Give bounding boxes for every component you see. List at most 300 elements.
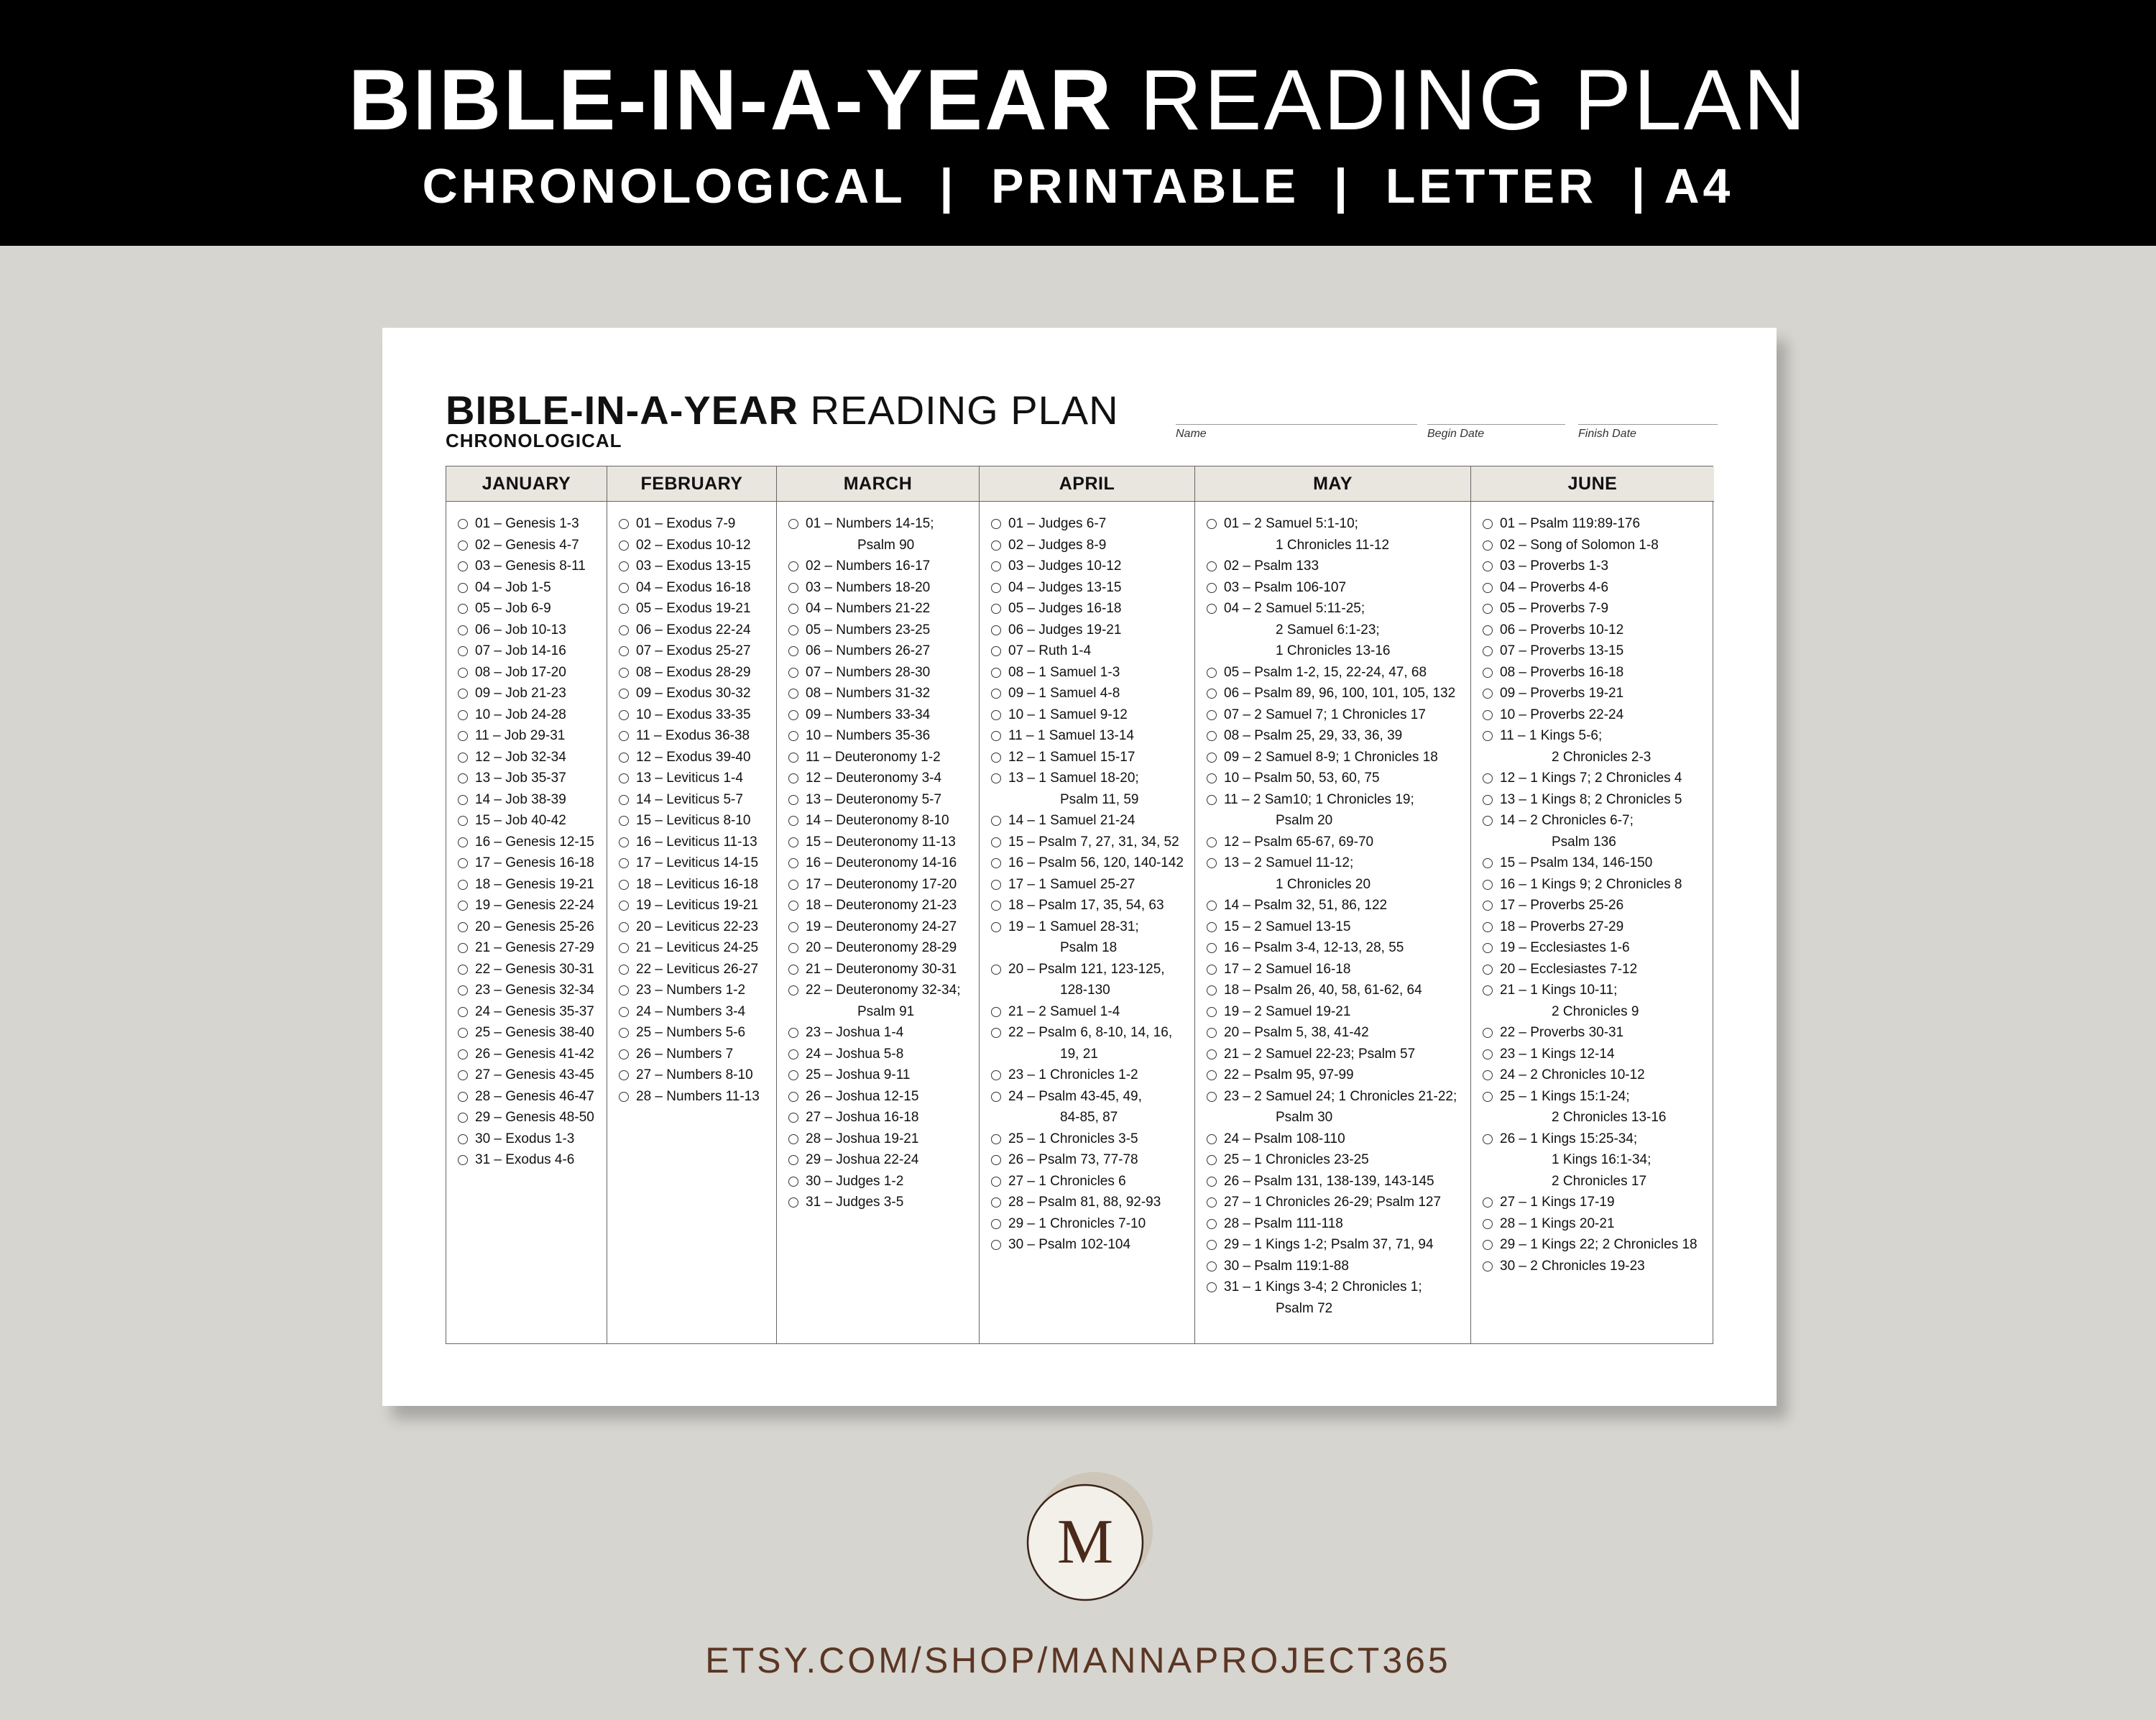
checkbox-circle-icon[interactable] (1483, 795, 1493, 805)
reading-entry (788, 852, 979, 874)
checkbox-circle-icon[interactable] (788, 943, 798, 953)
checkbox-circle-icon[interactable] (991, 1028, 1001, 1038)
checkbox-circle-icon[interactable] (788, 561, 798, 571)
reading-entry (619, 852, 776, 874)
checkbox-circle-icon[interactable] (619, 689, 629, 699)
entry-text-continued: 1 Chronicles 11-12 (1276, 537, 1390, 553)
entry-text: 06 – Job 10-13 (475, 622, 566, 638)
checkbox-circle-icon[interactable] (1483, 880, 1493, 890)
checkbox-circle-icon[interactable] (991, 837, 1001, 847)
checkbox-circle-icon[interactable] (1207, 1155, 1217, 1165)
checkbox-circle-icon[interactable] (991, 1240, 1001, 1250)
checkbox-circle-icon[interactable] (1207, 583, 1217, 593)
checkbox-circle-icon[interactable] (619, 561, 629, 571)
checkbox-circle-icon[interactable] (1207, 689, 1217, 699)
checkbox-circle-icon[interactable] (1207, 773, 1217, 783)
checkbox-circle-icon[interactable] (1207, 710, 1217, 720)
checkbox-circle-icon[interactable] (1207, 901, 1217, 911)
entry-text: 04 – Exodus 16-18 (636, 579, 751, 595)
reading-entry (458, 895, 607, 916)
entry-text: 21 – Leviticus 24-25 (636, 940, 759, 955)
reading-entry (1207, 1213, 1470, 1235)
checkbox-circle-icon[interactable] (458, 583, 468, 593)
checkbox-circle-icon[interactable] (458, 1070, 468, 1080)
entry-text: 21 – 2 Samuel 22-23; Psalm 57 (1224, 1046, 1416, 1062)
checkbox-circle-icon[interactable] (458, 561, 468, 571)
checkbox-circle-icon[interactable] (991, 519, 1001, 529)
checkbox-circle-icon[interactable] (1483, 561, 1493, 571)
checkbox-circle-icon[interactable] (1483, 1092, 1493, 1102)
checkbox-circle-icon[interactable] (991, 901, 1001, 911)
checkbox-circle-icon[interactable] (788, 1134, 798, 1144)
checkbox-circle-icon[interactable] (788, 519, 798, 529)
checkbox-circle-icon[interactable] (991, 689, 1001, 699)
checkbox-circle-icon[interactable] (458, 519, 468, 529)
checkbox-circle-icon[interactable] (458, 646, 468, 656)
checkbox-circle-icon[interactable] (788, 1113, 798, 1123)
entry-text: 07 – Proverbs 13-15 (1500, 643, 1624, 658)
name-field[interactable]: Name (1176, 424, 1417, 441)
entries-list (446, 502, 607, 1171)
checkbox-circle-icon[interactable] (991, 668, 1001, 678)
checkbox-circle-icon[interactable] (458, 922, 468, 932)
entry-text: 15 – Leviticus 8-10 (636, 813, 751, 828)
entry-text: 26 – Genesis 41-42 (475, 1046, 594, 1062)
checkbox-circle-icon[interactable] (1483, 625, 1493, 635)
checkbox-circle-icon[interactable] (1207, 561, 1217, 571)
checkbox-circle-icon[interactable] (788, 1155, 798, 1165)
checkbox-circle-icon[interactable] (458, 943, 468, 953)
entry-text: 07 – Exodus 25-27 (636, 643, 751, 658)
checkbox-circle-icon[interactable] (788, 753, 798, 763)
checkbox-circle-icon[interactable] (991, 541, 1001, 551)
reading-entry (619, 556, 776, 577)
checkbox-circle-icon[interactable] (458, 795, 468, 805)
entry-text: 27 – Numbers 8-10 (636, 1067, 753, 1082)
entry-text: 29 – 1 Chronicles 7-10 (1008, 1215, 1146, 1231)
checkbox-circle-icon[interactable] (1483, 858, 1493, 868)
checkbox-circle-icon[interactable] (1207, 1007, 1217, 1017)
entry-text: 06 – Exodus 22-24 (636, 622, 751, 638)
checkbox-circle-icon[interactable] (788, 1070, 798, 1080)
entry-text: 11 – Deuteronomy 1-2 (806, 749, 941, 765)
checkbox-circle-icon[interactable] (458, 985, 468, 995)
checkbox-circle-icon[interactable] (619, 1092, 629, 1102)
checkbox-circle-icon[interactable] (788, 837, 798, 847)
reading-entry (788, 1171, 979, 1192)
checkbox-circle-icon[interactable] (788, 773, 798, 783)
checkbox-circle-icon[interactable] (619, 965, 629, 975)
checkbox-circle-icon[interactable] (788, 668, 798, 678)
finish-date-field[interactable]: Finish Date (1578, 424, 1718, 441)
reading-entry (1207, 789, 1470, 832)
checkbox-circle-icon[interactable] (1483, 604, 1493, 614)
checkbox-circle-icon[interactable] (1483, 901, 1493, 911)
checkbox-circle-icon[interactable] (458, 604, 468, 614)
checkbox-circle-icon[interactable] (1483, 710, 1493, 720)
entry-text: 04 – Numbers 21-22 (806, 601, 931, 616)
checkbox-circle-icon[interactable] (1483, 689, 1493, 699)
checkbox-circle-icon[interactable] (458, 858, 468, 868)
checkbox-circle-icon[interactable] (619, 901, 629, 911)
checkbox-circle-icon[interactable] (619, 625, 629, 635)
reading-entry (1207, 1234, 1470, 1256)
reading-entry (1207, 1064, 1470, 1086)
reading-entry (1483, 768, 1714, 789)
checkbox-circle-icon[interactable] (1207, 1177, 1217, 1187)
checkbox-circle-icon[interactable] (991, 1155, 1001, 1165)
checkbox-circle-icon[interactable] (458, 753, 468, 763)
checkbox-circle-icon[interactable] (619, 1070, 629, 1080)
checkbox-circle-icon[interactable] (788, 1028, 798, 1038)
checkbox-circle-icon[interactable] (458, 541, 468, 551)
checkbox-circle-icon[interactable] (619, 773, 629, 783)
sheet-subtitle: CHRONOLOGICAL (446, 430, 622, 451)
checkbox-circle-icon[interactable] (458, 625, 468, 635)
entry-text: 25 – Genesis 38-40 (475, 1025, 594, 1040)
checkbox-circle-icon[interactable] (1207, 1261, 1217, 1271)
checkbox-circle-icon[interactable] (788, 880, 798, 890)
checkbox-circle-icon[interactable] (458, 1049, 468, 1059)
entry-text: 30 – Exodus 1-3 (475, 1131, 575, 1146)
reading-entry (1483, 683, 1714, 704)
checkbox-circle-icon[interactable] (991, 858, 1001, 868)
entry-text: 07 – Ruth 1-4 (1008, 643, 1092, 658)
checkbox-circle-icon[interactable] (619, 943, 629, 953)
checkbox-circle-icon[interactable] (458, 689, 468, 699)
reading-entry (1207, 1192, 1470, 1213)
checkbox-circle-icon[interactable] (788, 965, 798, 975)
checkbox-circle-icon[interactable] (991, 965, 1001, 975)
checkbox-circle-icon[interactable] (1207, 795, 1217, 805)
reading-entry (788, 725, 979, 747)
reading-entry (458, 1086, 607, 1108)
checkbox-circle-icon[interactable] (1207, 1197, 1217, 1208)
checkbox-circle-icon[interactable] (788, 1049, 798, 1059)
entry-text: 10 – Numbers 35-36 (806, 728, 931, 743)
checkbox-circle-icon[interactable] (1207, 922, 1217, 932)
checkbox-circle-icon[interactable] (991, 816, 1001, 826)
checkbox-circle-icon[interactable] (458, 965, 468, 975)
checkbox-circle-icon[interactable] (1207, 731, 1217, 741)
checkbox-circle-icon[interactable] (991, 604, 1001, 614)
checkbox-circle-icon[interactable] (1207, 519, 1217, 529)
checkbox-circle-icon[interactable] (458, 880, 468, 890)
reading-entry (991, 1234, 1194, 1256)
reading-entry (458, 725, 607, 747)
checkbox-circle-icon[interactable] (1207, 943, 1217, 953)
checkbox-circle-icon[interactable] (619, 1028, 629, 1038)
checkbox-circle-icon[interactable] (1207, 1282, 1217, 1292)
entry-text: 25 – 1 Kings 15:1-24; (1500, 1088, 1630, 1104)
checkbox-circle-icon[interactable] (619, 880, 629, 890)
shop-url[interactable]: ETSY.COM/SHOP/MANNAPROJECT365 (705, 1640, 1451, 1680)
entry-text: 02 – Song of Solomon 1-8 (1500, 537, 1659, 553)
checkbox-circle-icon[interactable] (991, 922, 1001, 932)
checkbox-circle-icon[interactable] (788, 625, 798, 635)
checkbox-circle-icon[interactable] (1483, 519, 1493, 529)
checkbox-circle-icon[interactable] (991, 1134, 1001, 1144)
checkbox-circle-icon[interactable] (991, 646, 1001, 656)
entry-text: 02 – Numbers 16-17 (806, 558, 931, 574)
checkbox-circle-icon[interactable] (1207, 1028, 1217, 1038)
entry-text: 22 – Leviticus 26-27 (636, 961, 759, 977)
reading-entry (458, 1149, 607, 1171)
reading-entry (788, 874, 979, 896)
entry-text: 31 – Judges 3-5 (806, 1195, 904, 1210)
entry-text: 04 – Judges 13-15 (1008, 579, 1122, 595)
checkbox-circle-icon[interactable] (619, 541, 629, 551)
checkbox-circle-icon[interactable] (991, 731, 1001, 741)
entry-text-continued: 1 Chronicles 20 (1276, 876, 1371, 892)
checkbox-circle-icon[interactable] (1207, 753, 1217, 763)
checkbox-circle-icon[interactable] (788, 1092, 798, 1102)
entry-text-continued: 2 Samuel 6:1-23; (1276, 622, 1380, 638)
reading-entry (788, 662, 979, 684)
checkbox-circle-icon[interactable] (991, 710, 1001, 720)
checkbox-circle-icon[interactable] (619, 858, 629, 868)
checkbox-circle-icon[interactable] (619, 1049, 629, 1059)
entry-text: 05 – Psalm 1-2, 15, 22-24, 47, 68 (1224, 664, 1427, 680)
checkbox-circle-icon[interactable] (619, 710, 629, 720)
checkbox-circle-icon[interactable] (1483, 668, 1493, 678)
checkbox-circle-icon[interactable] (458, 1028, 468, 1038)
checkbox-circle-icon[interactable] (458, 1092, 468, 1102)
checkbox-circle-icon[interactable] (788, 1197, 798, 1208)
checkbox-circle-icon[interactable] (458, 1134, 468, 1144)
entry-text: 23 – Numbers 1-2 (636, 983, 746, 998)
checkbox-circle-icon[interactable] (458, 710, 468, 720)
entry-text: 03 – Numbers 18-20 (806, 579, 931, 595)
checkbox-circle-icon[interactable] (1483, 1049, 1493, 1059)
checkbox-circle-icon[interactable] (1483, 816, 1493, 826)
entry-text: 12 – Psalm 65-67, 69-70 (1224, 834, 1374, 850)
reading-entry (1207, 768, 1470, 789)
checkbox-circle-icon[interactable] (1207, 668, 1217, 678)
checkbox-circle-icon[interactable] (991, 1197, 1001, 1208)
checkbox-circle-icon[interactable] (458, 773, 468, 783)
checkbox-circle-icon[interactable] (991, 561, 1001, 571)
entry-text: 27 – Joshua 16-18 (806, 1110, 919, 1125)
reading-entry (788, 959, 979, 980)
checkbox-circle-icon[interactable] (991, 1070, 1001, 1080)
checkbox-circle-icon[interactable] (991, 1219, 1001, 1229)
checkbox-circle-icon[interactable] (991, 1092, 1001, 1102)
entry-text: 05 – Proverbs 7-9 (1500, 601, 1609, 616)
checkbox-circle-icon[interactable] (1483, 583, 1493, 593)
checkbox-circle-icon[interactable] (788, 858, 798, 868)
reading-entry (619, 1001, 776, 1023)
entry-text: 20 – Psalm 121, 123-125, (1008, 961, 1165, 977)
entry-text: 19 – 1 Samuel 28-31; (1008, 919, 1139, 934)
checkbox-circle-icon[interactable] (1207, 965, 1217, 975)
reading-entry (458, 1001, 607, 1023)
checkbox-circle-icon[interactable] (1207, 1049, 1217, 1059)
checkbox-circle-icon[interactable] (1483, 1070, 1493, 1080)
checkbox-circle-icon[interactable] (991, 773, 1001, 783)
reading-entry (991, 768, 1194, 810)
reading-entry (1483, 513, 1714, 535)
reading-entry (788, 1128, 979, 1150)
entry-text: 09 – Job 21-23 (475, 686, 566, 701)
entry-text: 12 – 1 Kings 7; 2 Chronicles 4 (1500, 771, 1682, 786)
entry-text: 03 – Psalm 106-107 (1224, 579, 1347, 595)
entry-text: 15 – Psalm 7, 27, 31, 34, 52 (1008, 834, 1179, 850)
checkbox-circle-icon[interactable] (619, 668, 629, 678)
reading-entry (619, 916, 776, 938)
entry-text: 10 – 1 Samuel 9-12 (1008, 707, 1128, 722)
checkbox-circle-icon[interactable] (788, 795, 798, 805)
entry-text: 21 – Deuteronomy 30-31 (806, 961, 957, 977)
entry-text: 31 – Exodus 4-6 (475, 1152, 575, 1167)
entry-text: 20 – Genesis 25-26 (475, 919, 594, 934)
reading-entry (788, 916, 979, 938)
checkbox-circle-icon[interactable] (1207, 1092, 1217, 1102)
checkbox-circle-icon[interactable] (1207, 1070, 1217, 1080)
checkbox-circle-icon[interactable] (788, 1177, 798, 1187)
checkbox-circle-icon[interactable] (619, 837, 629, 847)
checkbox-circle-icon[interactable] (458, 901, 468, 911)
entry-text: 08 – 1 Samuel 1-3 (1008, 664, 1120, 680)
checkbox-circle-icon[interactable] (619, 795, 629, 805)
checkbox-circle-icon[interactable] (1483, 1028, 1493, 1038)
reading-entry (788, 1044, 979, 1065)
checkbox-circle-icon[interactable] (991, 753, 1001, 763)
reading-entry (458, 916, 607, 938)
checkbox-circle-icon[interactable] (619, 922, 629, 932)
checkbox-circle-icon[interactable] (788, 816, 798, 826)
entry-text-continued: Psalm 72 (1276, 1300, 1333, 1316)
checkbox-circle-icon[interactable] (788, 604, 798, 614)
begin-date-field[interactable]: Begin Date (1427, 424, 1565, 441)
checkbox-circle-icon[interactable] (1483, 1240, 1493, 1250)
entry-text: 18 – Genesis 19-21 (475, 876, 594, 892)
entry-text-continued: Psalm 20 (1276, 813, 1333, 828)
entry-text-continued: 19, 21 (1060, 1046, 1098, 1062)
reading-entry (1207, 895, 1470, 916)
reading-entry (788, 768, 979, 789)
reading-entry (1483, 662, 1714, 684)
checkbox-circle-icon[interactable] (1207, 1219, 1217, 1229)
checkbox-circle-icon[interactable] (1207, 1134, 1217, 1144)
checkbox-circle-icon[interactable] (788, 922, 798, 932)
checkbox-circle-icon[interactable] (1483, 1219, 1493, 1229)
checkbox-circle-icon[interactable] (1207, 837, 1217, 847)
entry-text: 21 – 1 Kings 10-11; (1500, 983, 1618, 998)
checkbox-circle-icon[interactable] (1483, 922, 1493, 932)
checkbox-circle-icon[interactable] (458, 1113, 468, 1123)
entry-text-continued: Psalm 30 (1276, 1110, 1333, 1125)
entry-text: 19 – Deuteronomy 24-27 (806, 919, 957, 934)
checkbox-circle-icon[interactable] (1207, 858, 1217, 868)
checkbox-circle-icon[interactable] (619, 731, 629, 741)
checkbox-circle-icon[interactable] (619, 646, 629, 656)
reading-entry (991, 725, 1194, 747)
entry-text: 12 – 1 Samuel 15-17 (1008, 749, 1135, 765)
checkbox-circle-icon[interactable] (1483, 943, 1493, 953)
entry-text: 18 – Proverbs 27-29 (1500, 919, 1624, 934)
reading-entry (991, 1213, 1194, 1235)
entry-text: 05 – Numbers 23-25 (806, 622, 931, 638)
checkbox-circle-icon[interactable] (458, 837, 468, 847)
checkbox-circle-icon[interactable] (1483, 646, 1493, 656)
reading-entry (788, 1064, 979, 1086)
reading-entry (458, 704, 607, 726)
checkbox-circle-icon[interactable] (619, 583, 629, 593)
checkbox-circle-icon[interactable] (458, 731, 468, 741)
reading-plan-sheet (382, 328, 1777, 1406)
entry-text: 08 – Numbers 31-32 (806, 686, 931, 701)
checkbox-circle-icon[interactable] (619, 753, 629, 763)
reading-entry (991, 598, 1194, 620)
checkbox-circle-icon[interactable] (788, 710, 798, 720)
checkbox-circle-icon[interactable] (619, 1007, 629, 1017)
entry-text: 19 – Leviticus 19-21 (636, 898, 759, 913)
checkbox-circle-icon[interactable] (788, 689, 798, 699)
checkbox-circle-icon[interactable] (619, 604, 629, 614)
checkbox-circle-icon[interactable] (458, 668, 468, 678)
entry-text: 10 – Proverbs 22-24 (1500, 707, 1624, 722)
month-column-may (1195, 466, 1471, 1343)
checkbox-circle-icon[interactable] (1483, 1261, 1493, 1271)
checkbox-circle-icon[interactable] (788, 901, 798, 911)
reading-entry (1207, 937, 1470, 959)
entry-text: 03 – Exodus 13-15 (636, 558, 751, 574)
checkbox-circle-icon[interactable] (788, 646, 798, 656)
checkbox-circle-icon[interactable] (1483, 731, 1493, 741)
checkbox-circle-icon[interactable] (788, 731, 798, 741)
reading-entry (458, 747, 607, 768)
reading-entry (991, 747, 1194, 768)
checkbox-circle-icon[interactable] (619, 985, 629, 995)
checkbox-circle-icon[interactable] (619, 816, 629, 826)
month-column-february (607, 466, 777, 1343)
entry-text: 16 – Genesis 12-15 (475, 834, 594, 850)
reading-entry (1483, 852, 1714, 874)
checkbox-circle-icon[interactable] (788, 583, 798, 593)
sheet-title-bold: BIBLE-IN-A-YEAR (446, 387, 798, 433)
checkbox-circle-icon[interactable] (458, 816, 468, 826)
checkbox-circle-icon[interactable] (1483, 965, 1493, 975)
checkbox-circle-icon[interactable] (991, 583, 1001, 593)
reading-entry (1483, 535, 1714, 556)
checkbox-circle-icon[interactable] (1483, 773, 1493, 783)
checkbox-circle-icon[interactable] (1207, 1240, 1217, 1250)
checkbox-circle-icon[interactable] (991, 625, 1001, 635)
checkbox-circle-icon[interactable] (991, 1177, 1001, 1187)
entry-text: 08 – Proverbs 16-18 (1500, 664, 1624, 680)
reading-entry (1483, 810, 1714, 852)
checkbox-circle-icon[interactable] (991, 1007, 1001, 1017)
checkbox-circle-icon[interactable] (1483, 1134, 1493, 1144)
checkbox-circle-icon[interactable] (788, 985, 798, 995)
reading-entry (619, 959, 776, 980)
checkbox-circle-icon[interactable] (458, 1155, 468, 1165)
reading-entry (991, 1128, 1194, 1150)
logo (1019, 1471, 1153, 1604)
checkbox-circle-icon[interactable] (1483, 541, 1493, 551)
checkbox-circle-icon[interactable] (1483, 985, 1493, 995)
checkbox-circle-icon[interactable] (991, 880, 1001, 890)
checkbox-circle-icon[interactable] (1207, 604, 1217, 614)
checkbox-circle-icon[interactable] (458, 1007, 468, 1017)
checkbox-circle-icon[interactable] (1207, 985, 1217, 995)
checkbox-circle-icon[interactable] (619, 519, 629, 529)
reading-entry (458, 959, 607, 980)
entry-text: 27 – Genesis 43-45 (475, 1067, 594, 1082)
checkbox-circle-icon[interactable] (1483, 1197, 1493, 1208)
reading-entry (991, 683, 1194, 704)
